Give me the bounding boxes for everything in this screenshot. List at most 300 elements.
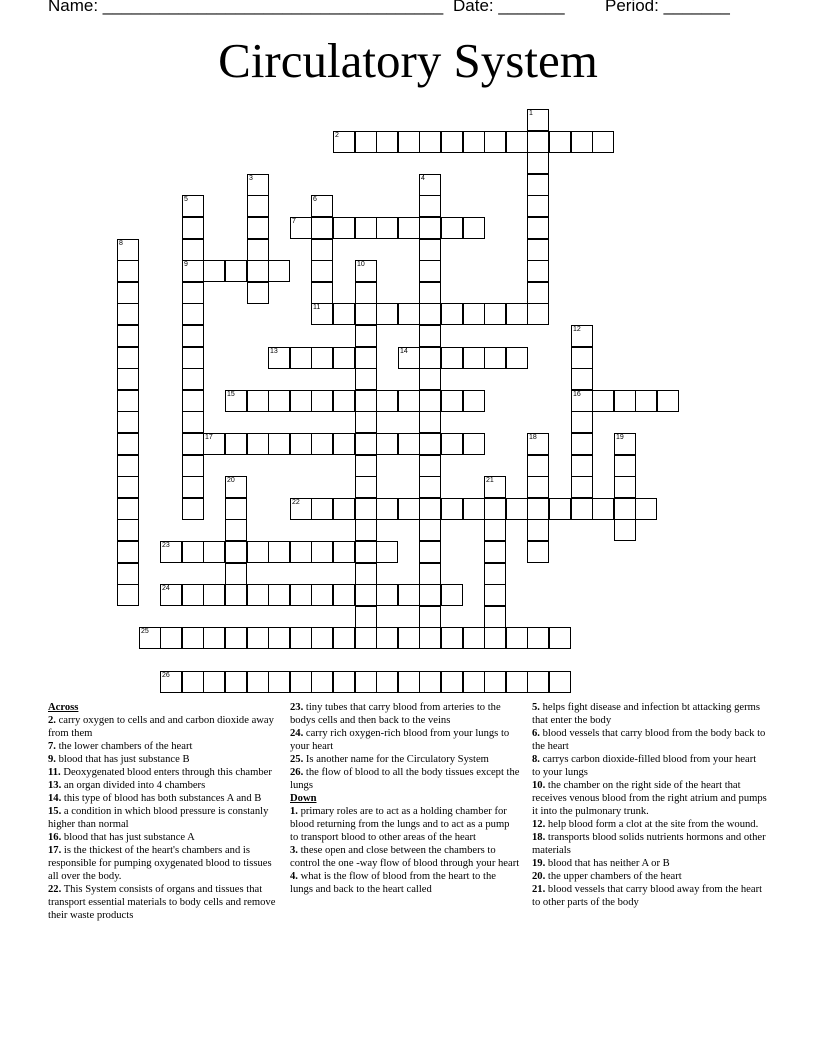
clue-number-label: 20. [532,871,546,882]
grid-cell[interactable] [506,671,528,693]
grid-cell[interactable] [247,671,269,693]
grid-cell[interactable] [182,433,204,455]
clue-number: 25 [141,628,149,635]
grid-cell[interactable] [203,541,225,563]
grid-cell[interactable] [268,433,290,455]
grid-cell[interactable] [333,347,355,369]
grid-cell[interactable] [398,433,420,455]
grid-cell[interactable] [419,217,441,239]
grid-cell[interactable] [506,131,528,153]
grid-cell[interactable] [355,584,377,606]
grid-cell[interactable] [484,476,506,498]
grid-cell[interactable] [311,433,333,455]
grid-cell[interactable] [398,390,420,412]
grid-cell[interactable] [117,390,139,412]
grid-cell[interactable] [484,347,506,369]
grid-cell[interactable] [571,131,593,153]
clues-column-1 [48,701,278,922]
grid-cell[interactable] [268,584,290,606]
grid-cell[interactable] [635,498,657,520]
grid-cell[interactable] [419,131,441,153]
grid-cell[interactable] [441,131,463,153]
grid-cell[interactable] [160,584,182,606]
grid-cell[interactable] [614,433,636,455]
grid-cell[interactable] [290,584,312,606]
grid-cell[interactable] [419,260,441,282]
grid-cell[interactable] [333,627,355,649]
grid-cell[interactable] [290,627,312,649]
grid-cell[interactable] [182,368,204,390]
grid-cell[interactable] [527,303,549,325]
date-field[interactable]: Date: _______ [453,0,565,15]
grid-cell[interactable] [484,627,506,649]
clue-number: 4 [421,175,425,182]
grid-cell[interactable] [333,433,355,455]
grid-cell[interactable] [571,347,593,369]
grid-cell[interactable] [376,584,398,606]
grid-cell[interactable] [527,455,549,477]
grid-cell[interactable] [311,239,333,261]
grid-cell[interactable] [247,390,269,412]
grid-cell[interactable] [614,476,636,498]
grid-cell[interactable] [527,541,549,563]
grid-cell[interactable] [441,390,463,412]
grid-cell[interactable] [484,563,506,585]
grid-cell[interactable] [463,390,485,412]
grid-cell[interactable] [117,584,139,606]
name-field[interactable]: Name: ____________________________________ [48,0,444,15]
grid-cell[interactable] [182,411,204,433]
grid-cell[interactable] [311,282,333,304]
clue-text: these open and close between the chambers to control the one -way flow of blood through your heart [290,845,520,869]
grid-cell[interactable] [290,390,312,412]
grid-cell[interactable] [268,627,290,649]
grid-cell[interactable] [355,541,377,563]
grid-cell[interactable] [463,303,485,325]
grid-cell[interactable] [355,498,377,520]
grid-cell[interactable] [527,282,549,304]
grid-cell[interactable] [355,260,377,282]
grid-cell[interactable] [160,627,182,649]
grid-cell[interactable] [506,347,528,369]
grid-cell[interactable] [268,260,290,282]
grid-cell[interactable] [614,519,636,541]
clue-number: 21 [486,477,494,484]
grid-cell[interactable] [506,498,528,520]
grid-cell[interactable] [463,433,485,455]
clue-text: tiny tubes that carry blood from arteries to the bodys cells and then back to the veins [290,702,501,726]
grid-cell[interactable] [419,390,441,412]
grid-cell[interactable] [333,217,355,239]
grid-cell[interactable] [247,584,269,606]
grid-cell[interactable] [355,627,377,649]
grid-cell[interactable] [376,303,398,325]
grid-cell[interactable] [182,498,204,520]
grid-cell[interactable] [182,671,204,693]
grid-cell[interactable] [441,217,463,239]
grid-cell[interactable] [419,368,441,390]
grid-cell[interactable] [225,519,247,541]
down-heading: Down [290,793,317,804]
grid-cell[interactable] [484,519,506,541]
grid-cell[interactable] [419,627,441,649]
grid-cell[interactable] [225,498,247,520]
grid-cell[interactable] [463,131,485,153]
grid-cell[interactable] [355,455,377,477]
grid-cell[interactable] [182,584,204,606]
grid-cell[interactable] [182,260,204,282]
grid-cell[interactable] [614,455,636,477]
grid-cell[interactable] [419,606,441,628]
grid-cell[interactable] [247,627,269,649]
grid-cell[interactable] [463,217,485,239]
grid-cell[interactable] [117,455,139,477]
grid-cell[interactable] [549,498,571,520]
grid-cell[interactable] [376,131,398,153]
grid-cell[interactable] [160,671,182,693]
grid-cell[interactable] [592,131,614,153]
grid-cell[interactable] [441,303,463,325]
grid-cell[interactable] [484,303,506,325]
grid-cell[interactable] [182,303,204,325]
grid-cell[interactable] [290,347,312,369]
grid-cell[interactable] [355,606,377,628]
grid-cell[interactable] [290,498,312,520]
grid-cell[interactable] [614,390,636,412]
grid-cell[interactable] [419,541,441,563]
grid-cell[interactable] [355,303,377,325]
grid-cell[interactable] [333,390,355,412]
grid-cell[interactable] [376,498,398,520]
grid-cell[interactable] [247,433,269,455]
clue-number-label: 7. [48,741,56,752]
grid-cell[interactable] [117,411,139,433]
clue-item [532,870,767,883]
grid-cell[interactable] [182,195,204,217]
grid-cell[interactable] [117,325,139,347]
grid-cell[interactable] [117,541,139,563]
grid-cell[interactable] [247,282,269,304]
grid-cell[interactable] [117,368,139,390]
clue-number: 13 [270,348,278,355]
grid-cell[interactable] [419,563,441,585]
grid-cell[interactable] [398,347,420,369]
grid-cell[interactable] [182,541,204,563]
grid-cell[interactable] [247,239,269,261]
grid-cell[interactable] [419,325,441,347]
grid-cell[interactable] [333,498,355,520]
grid-cell[interactable] [419,476,441,498]
grid-cell[interactable] [527,109,549,131]
clue-number: 8 [119,240,123,247]
grid-cell[interactable] [203,627,225,649]
grid-cell[interactable] [441,347,463,369]
grid-cell[interactable] [311,498,333,520]
grid-cell[interactable] [268,390,290,412]
grid-cell[interactable] [376,541,398,563]
grid-cell[interactable] [247,174,269,196]
clues-column-3 [532,701,767,909]
grid-cell[interactable] [527,627,549,649]
grid-cell[interactable] [203,584,225,606]
grid-cell[interactable] [117,498,139,520]
grid-cell[interactable] [311,584,333,606]
grid-cell[interactable] [484,131,506,153]
grid-cell[interactable] [268,541,290,563]
grid-cell[interactable] [355,433,377,455]
clue-item [532,779,767,818]
grid-cell[interactable] [247,260,269,282]
grid-cell[interactable] [419,519,441,541]
grid-cell[interactable] [484,671,506,693]
grid-cell[interactable] [355,390,377,412]
grid-cell[interactable] [441,627,463,649]
grid-cell[interactable] [419,303,441,325]
grid-cell[interactable] [376,217,398,239]
grid-cell[interactable] [419,195,441,217]
clue-number: 14 [400,348,408,355]
grid-cell[interactable] [571,368,593,390]
grid-cell[interactable] [311,347,333,369]
grid-cell[interactable] [333,131,355,153]
grid-cell[interactable] [571,476,593,498]
grid-cell[interactable] [484,606,506,628]
grid-cell[interactable] [419,411,441,433]
grid-cell[interactable] [268,671,290,693]
grid-cell[interactable] [571,433,593,455]
grid-cell[interactable] [398,584,420,606]
grid-cell[interactable] [247,541,269,563]
grid-cell[interactable] [398,671,420,693]
grid-cell[interactable] [527,131,549,153]
grid-cell[interactable] [225,671,247,693]
grid-cell[interactable] [527,498,549,520]
grid-cell[interactable] [506,627,528,649]
grid-cell[interactable] [117,433,139,455]
grid-cell[interactable] [527,217,549,239]
clue-text: the chamber on the right side of the heart that receives venous blood from the right atrium and pumps it into the pulmonary trunk. [532,780,767,817]
grid-cell[interactable] [527,239,549,261]
grid-cell[interactable] [571,411,593,433]
grid-cell[interactable] [182,282,204,304]
grid-cell[interactable] [311,627,333,649]
grid-cell[interactable] [117,563,139,585]
grid-cell[interactable] [290,671,312,693]
grid-cell[interactable] [290,433,312,455]
grid-cell[interactable] [333,671,355,693]
grid-cell[interactable] [333,303,355,325]
grid-cell[interactable] [527,476,549,498]
grid-cell[interactable] [376,390,398,412]
grid-cell[interactable] [441,498,463,520]
grid-cell[interactable] [419,671,441,693]
grid-cell[interactable] [398,217,420,239]
grid-cell[interactable] [311,390,333,412]
grid-cell[interactable] [355,411,377,433]
grid-cell[interactable] [614,498,636,520]
grid-cell[interactable] [527,260,549,282]
clue-item [532,753,767,779]
grid-cell[interactable] [527,195,549,217]
clue-text: blood vessels that carry blood away from the heart to other parts of the body [532,884,763,908]
grid-cell[interactable] [290,217,312,239]
grid-cell[interactable] [225,476,247,498]
grid-cell[interactable] [182,627,204,649]
grid-cell[interactable] [182,239,204,261]
grid-cell[interactable] [225,627,247,649]
clue-item [532,727,767,753]
grid-cell[interactable] [311,195,333,217]
clue-item [48,831,278,844]
clue-number: 5 [184,196,188,203]
clue-text: what is the flow of blood from the heart to the lungs and back to the heart called [290,871,496,895]
grid-cell[interactable] [117,260,139,282]
clue-item [48,883,278,922]
grid-cell[interactable] [549,131,571,153]
grid-cell[interactable] [182,217,204,239]
clue-text: blood that has just substance B [55,754,190,765]
clue-number: 16 [573,391,581,398]
grid-cell[interactable] [376,433,398,455]
grid-cell[interactable] [117,239,139,261]
grid-cell[interactable] [398,627,420,649]
grid-cell[interactable] [333,584,355,606]
grid-cell[interactable] [527,433,549,455]
clue-number: 23 [162,542,170,549]
grid-cell[interactable] [117,347,139,369]
grid-cell[interactable] [441,584,463,606]
grid-cell[interactable] [441,433,463,455]
grid-cell[interactable] [117,282,139,304]
grid-cell[interactable] [355,217,377,239]
grid-cell[interactable] [355,282,377,304]
grid-cell[interactable] [311,217,333,239]
clue-number-label: 15. [48,806,62,817]
clue-number-label: 11. [48,767,61,778]
grid-cell[interactable] [311,260,333,282]
grid-cell[interactable] [376,627,398,649]
clue-number-label: 6. [532,728,540,739]
grid-cell[interactable] [268,347,290,369]
grid-cell[interactable] [355,131,377,153]
grid-cell[interactable] [376,671,398,693]
grid-cell[interactable] [419,174,441,196]
clue-number: 22 [292,499,300,506]
clue-number-label: 2. [48,715,56,726]
grid-cell[interactable] [182,455,204,477]
period-field[interactable]: Period: _______ [605,0,730,15]
grid-cell[interactable] [484,498,506,520]
grid-cell[interactable] [398,131,420,153]
clue-text: the lower chambers of the heart [55,741,193,752]
grid-cell[interactable] [484,541,506,563]
grid-cell[interactable] [419,239,441,261]
grid-cell[interactable] [355,325,377,347]
grid-cell[interactable] [463,498,485,520]
grid-cell[interactable] [463,347,485,369]
grid-cell[interactable] [398,303,420,325]
clue-item [290,701,520,727]
grid-cell[interactable] [419,584,441,606]
grid-cell[interactable] [182,476,204,498]
grid-cell[interactable] [225,563,247,585]
grid-cell[interactable] [355,347,377,369]
clue-item [290,727,520,753]
clue-item [48,753,278,766]
grid-cell[interactable] [182,390,204,412]
grid-cell[interactable] [527,152,549,174]
grid-cell[interactable] [592,498,614,520]
grid-cell[interactable] [463,671,485,693]
grid-cell[interactable] [355,368,377,390]
grid-cell[interactable] [225,433,247,455]
grid-cell[interactable] [463,627,485,649]
grid-cell[interactable] [203,671,225,693]
grid-cell[interactable] [333,541,355,563]
grid-cell[interactable] [441,671,463,693]
grid-cell[interactable] [527,671,549,693]
grid-cell[interactable] [225,584,247,606]
clue-text: this type of blood has both substances A and B [61,793,262,804]
grid-cell[interactable] [225,541,247,563]
grid-cell[interactable] [398,498,420,520]
grid-cell[interactable] [419,498,441,520]
grid-cell[interactable] [311,671,333,693]
grid-cell[interactable] [527,174,549,196]
grid-cell[interactable] [419,282,441,304]
grid-cell[interactable] [355,563,377,585]
grid-cell[interactable] [182,325,204,347]
grid-cell[interactable] [527,519,549,541]
grid-cell[interactable] [355,476,377,498]
grid-cell[interactable] [311,541,333,563]
grid-cell[interactable] [290,541,312,563]
clue-number-label: 8. [532,754,540,765]
grid-cell[interactable] [571,390,593,412]
grid-cell[interactable] [657,390,679,412]
grid-cell[interactable] [571,455,593,477]
grid-cell[interactable] [182,347,204,369]
grid-cell[interactable] [247,217,269,239]
grid-cell[interactable] [419,433,441,455]
grid-cell[interactable] [117,476,139,498]
grid-cell[interactable] [247,195,269,217]
grid-cell[interactable] [117,303,139,325]
grid-cell[interactable] [355,519,377,541]
grid-cell[interactable] [311,303,333,325]
grid-cell[interactable] [419,347,441,369]
grid-cell[interactable] [571,325,593,347]
grid-cell[interactable] [592,390,614,412]
grid-cell[interactable] [549,627,571,649]
grid-cell[interactable] [571,498,593,520]
grid-cell[interactable] [139,627,161,649]
grid-cell[interactable] [484,584,506,606]
grid-cell[interactable] [117,519,139,541]
clue-text: is the thickest of the heart's chambers and is responsible for pumping oxygenated blood to tissues all over the body. [48,845,272,882]
clue-number: 20 [227,477,235,484]
grid-cell[interactable] [635,390,657,412]
grid-cell[interactable] [419,455,441,477]
grid-cell[interactable] [549,671,571,693]
grid-cell[interactable] [203,260,225,282]
grid-cell[interactable] [225,260,247,282]
grid-cell[interactable] [225,390,247,412]
grid-cell[interactable] [203,433,225,455]
grid-cell[interactable] [355,671,377,693]
grid-cell[interactable] [506,303,528,325]
grid-cell[interactable] [160,541,182,563]
